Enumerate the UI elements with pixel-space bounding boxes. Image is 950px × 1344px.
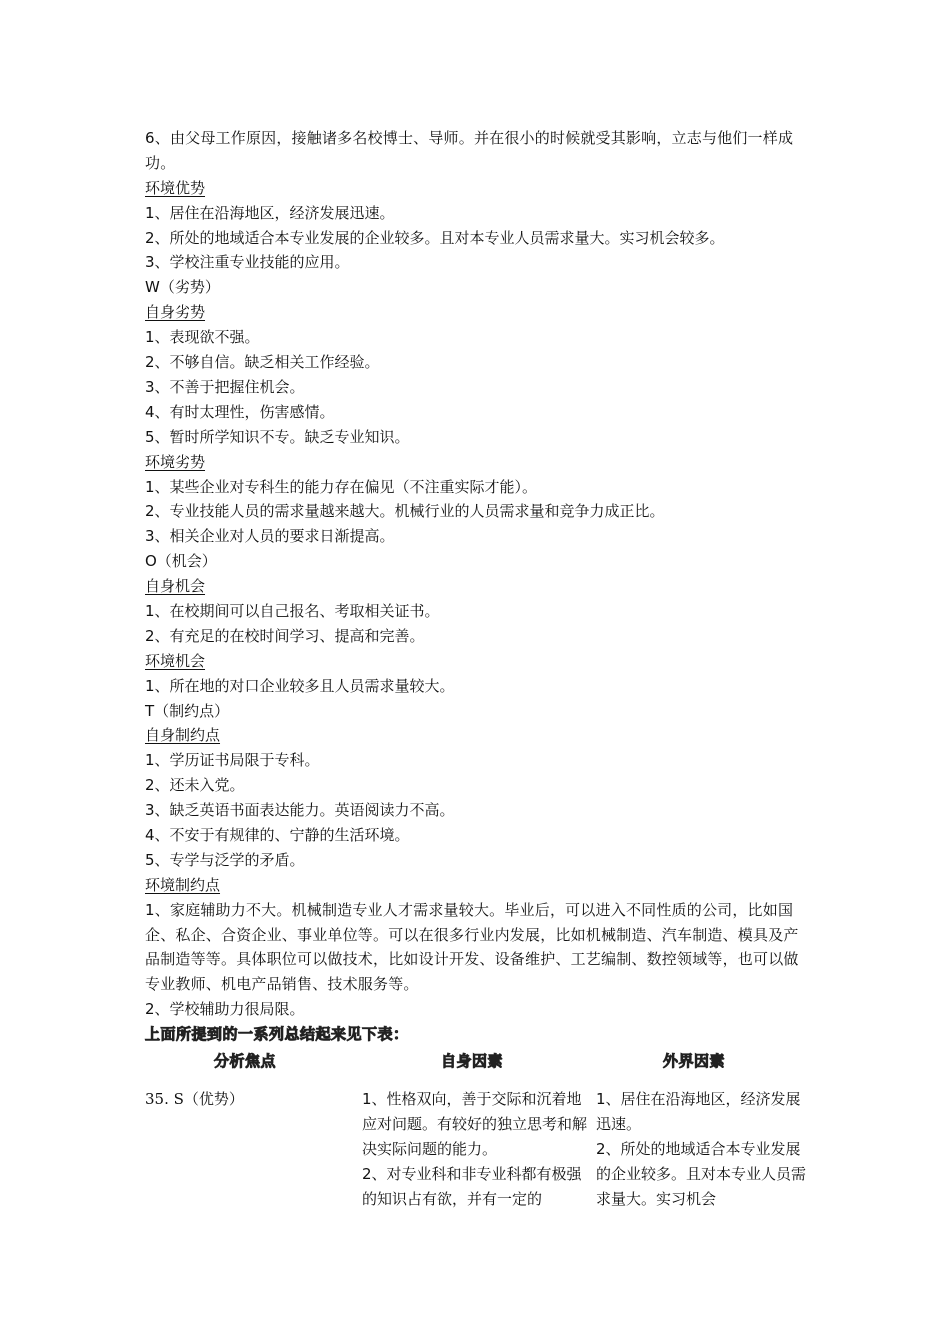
paragraph: 2、不够自信。缺乏相关工作经验。 <box>145 353 380 372</box>
paragraph: 5、暂时所学知识不专。缺乏专业知识。 <box>145 427 410 446</box>
paragraph: 3、学校注重专业技能的应用。 <box>145 253 350 272</box>
summary-line: 上面所提到的一系列总结起来见下表： <box>145 1025 409 1044</box>
swot-heading: W（劣势） <box>145 278 220 297</box>
section-heading: 环境机会 <box>145 651 206 670</box>
paragraph: 6、由父母工作原因，接触诸多名校博士、导师。并在很小的时候就受其影响，立志与他们一样成功。 <box>145 129 794 172</box>
table-cell-focus: 35. S（优势） <box>145 1090 244 1108</box>
paragraph: 1、所在地的对口企业较多且人员需求量较大。 <box>145 676 455 695</box>
paragraph: 3、不善于把握住机会。 <box>145 377 305 396</box>
paragraph: 1、家庭辅助力不大。机械制造专业人才需求量较大。毕业后，可以进入不同性质的公司，比如国企、私企、合资企业、事业单位等。可以在很多行业内发展，比如机械制造、汽车制造、模具及产品制造等等。具体职位可以做技术，比如设计开发、设备维护、工艺编制、数控领域等，也可以做专业教师、机电产品销售、技术服务等。 <box>145 900 799 994</box>
section-heading: 自身劣势 <box>145 303 206 322</box>
paragraph: 4、有时太理性，伤害感情。 <box>145 402 335 421</box>
table-cell-external: 1、居住在沿海地区，经济发展迅速。 2、所处的地域适合本专业发展的企业较多。且对本专业人员需求量大。实习机会 <box>596 1090 807 1208</box>
paragraph: 1、表现欲不强。 <box>145 328 260 347</box>
paragraph: 3、相关企业对人员的要求日渐提高。 <box>145 527 395 546</box>
paragraph: 2、有充足的在校时间学习、提高和完善。 <box>145 626 425 645</box>
paragraph: 4、不安于有规律的、宁静的生活环境。 <box>145 825 410 844</box>
section-heading: 自身制约点 <box>145 726 221 745</box>
swot-heading: T（制约点） <box>145 701 230 720</box>
paragraph: 2、所处的地域适合本专业发展的企业较多。且对本专业人员需求量大。实习机会较多。 <box>145 228 725 247</box>
section-heading: 环境优势 <box>145 178 206 197</box>
table-header-focus: 分析焦点 <box>214 1052 277 1070</box>
paragraph: 1、在校期间可以自己报名、考取相关证书。 <box>145 601 440 620</box>
paragraph: 2、专业技能人员的需求量越来越大。机械行业的人员需求量和竞争力成正比。 <box>145 502 665 521</box>
section-heading: 自身机会 <box>145 577 206 596</box>
table-cell-self: 1、性格双向，善于交际和沉着地应对问题。有较好的独立思考和解决实际问题的能力。 2、对专业科和非专业科都有极强的知识占有欲，并有一定的 <box>362 1090 588 1208</box>
document-body <box>145 126 810 1047</box>
paragraph: 5、专学与泛学的矛盾。 <box>145 850 305 869</box>
table-header-self: 自身因素 <box>441 1052 504 1070</box>
table-header-external: 外界因素 <box>663 1052 726 1070</box>
section-heading: 环境制约点 <box>145 875 221 894</box>
paragraph: 1、居住在沿海地区，经济发展迅速。 <box>145 203 395 222</box>
swot-heading: O（机会） <box>145 552 217 571</box>
paragraph: 2、还未入党。 <box>145 776 245 795</box>
paragraph: 2、学校辅助力很局限。 <box>145 1000 305 1019</box>
paragraph: 3、缺乏英语书面表达能力。英语阅读力不高。 <box>145 801 455 820</box>
paragraph: 1、学历证书局限于专科。 <box>145 751 320 770</box>
section-heading: 环境劣势 <box>145 452 206 471</box>
paragraph: 1、某些企业对专科生的能力存在偏见（不注重实际才能）。 <box>145 477 538 496</box>
